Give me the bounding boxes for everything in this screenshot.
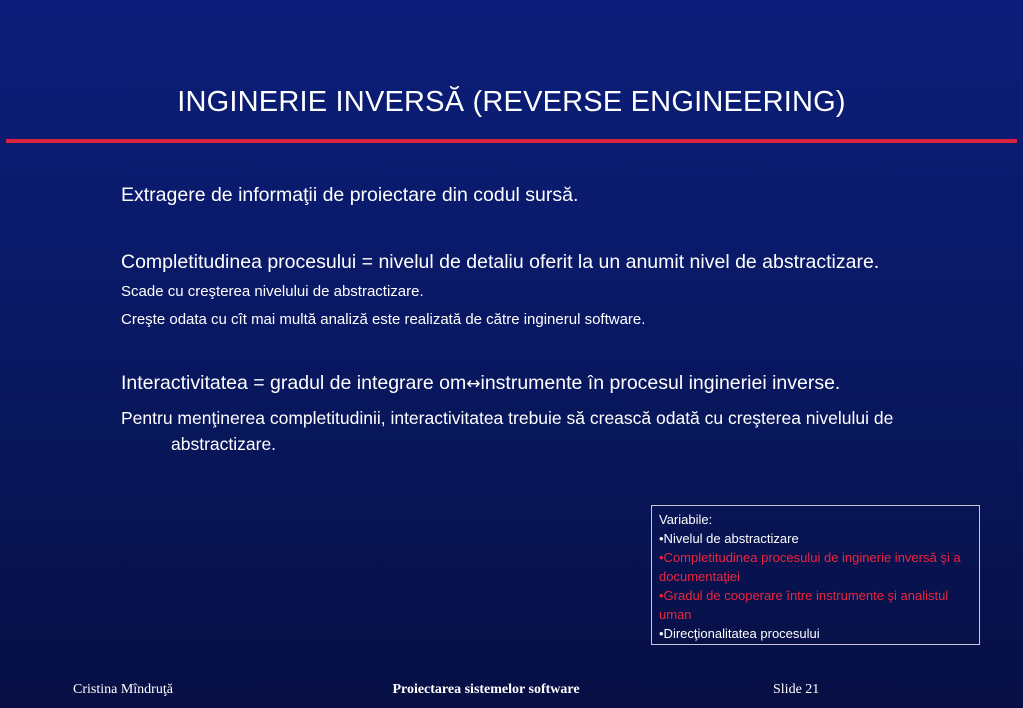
interactivity-text-start: Interactivitatea = gradul de integrare om	[121, 372, 467, 394]
variable-item-cooperation: •Gradul de cooperare între instrumente şi analistul uman	[659, 588, 949, 622]
paragraph-interactivity	[121, 368, 941, 399]
slide-content	[121, 180, 941, 457]
variables-box	[651, 505, 980, 645]
paragraph-extraction: Extragere de informaţii de proiectare din codul sursă.	[121, 184, 579, 206]
subpoint-decreases: Scade cu creşterea nivelului de abstractizare.	[121, 283, 424, 300]
subpoint-increases: Creşte odata cu cît mai multă analiză este realizată de către inginerul software.	[121, 311, 646, 328]
left-right-arrow-icon: ↔	[466, 374, 481, 394]
subpoint-maintain-completeness: Pentru menţinerea completitudinii, interactivitatea trebuie să crească odată cu creşterea nivelului de abstractizare.	[121, 408, 894, 454]
variable-item-abstraction: •Nivelul de abstractizare	[659, 531, 799, 546]
footer-author: Cristina Mîndruţă	[73, 682, 173, 697]
title-divider	[6, 139, 1017, 143]
footer-course-title: Proiectarea sistemelor software	[392, 682, 580, 697]
interactivity-text-end: instrumente în procesul ingineriei inverse.	[480, 372, 841, 394]
slide-title: INGINERIE INVERSĂ (REVERSE ENGINEERING)	[177, 86, 846, 118]
variable-item-directionality: •Direcţionalitatea procesului	[659, 626, 820, 641]
variable-item-completeness: •Completitudinea procesului de inginerie inversă şi a documentaţiei	[659, 550, 961, 584]
paragraph-completeness: Completitudinea procesului = nivelul de detaliu oferit la un anumit nivel de abstractizare.	[121, 251, 880, 273]
variables-heading: Variabile:	[659, 512, 713, 527]
footer-slide-number: Slide 21	[773, 682, 820, 697]
